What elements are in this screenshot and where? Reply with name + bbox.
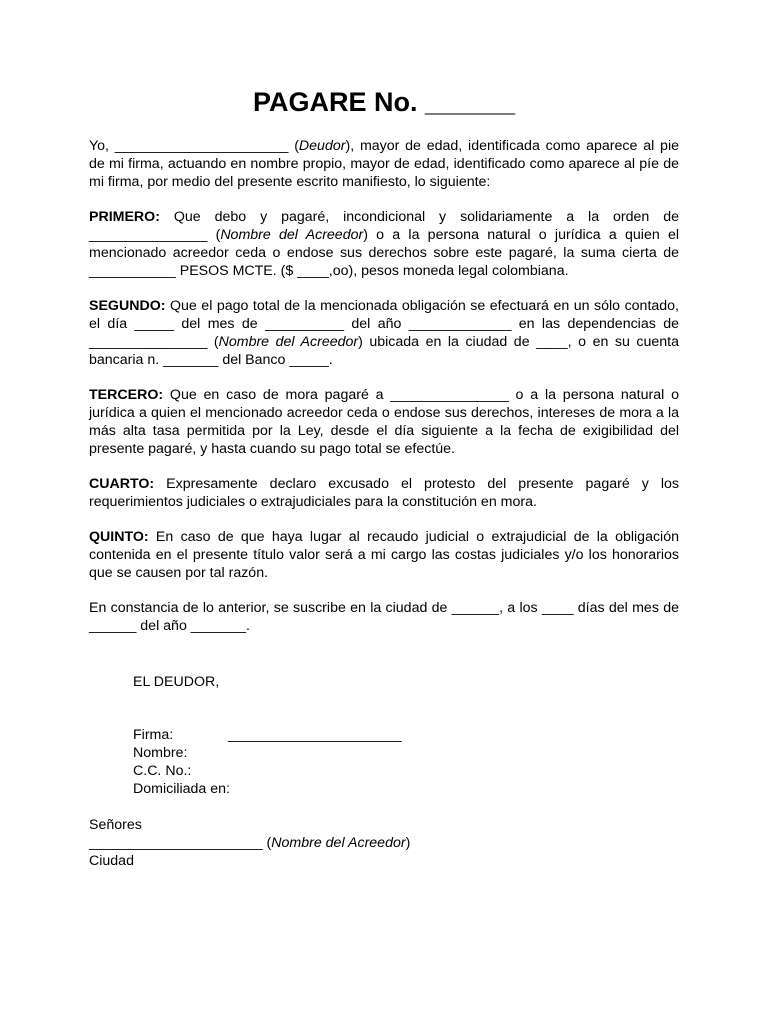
intro-deudor: Deudor [298, 138, 346, 154]
clause-tercero-label: TERCERO: [89, 387, 164, 403]
clause-segundo-em: Nombre del Acreedor [218, 334, 359, 350]
clause-primero-label: PRIMERO: [89, 209, 160, 225]
clause-cuarto-text: Expresamente declaro excusado el protesto del presente pagaré y los requerimientos judiciales o extrajudiciales para la constitución en mora. [89, 476, 679, 510]
clause-quinto [89, 528, 679, 582]
clause-cuarto-label: CUARTO: [89, 476, 155, 492]
intro-paragraph [89, 137, 679, 191]
address-acreedor: Nombre del Acreedor [271, 835, 406, 851]
clause-segundo-text-2: ) ubicada en la ciudad de ____, o en su cuenta bancaria n. _______ del Banco _____. [89, 334, 679, 368]
document-body [89, 137, 679, 652]
clause-primero-text-1: Que debo y pagaré, incondicional y solidariamente a la orden de _______________ ( [89, 209, 679, 243]
clause-quinto-text: En caso de que haya lugar al recaudo judicial o extrajudicial de la obligación contenida en el presente título valor será a mi cargo las costas judiciales y/o los honorarios que se causen por tal razón. [89, 529, 679, 581]
clause-segundo-label: SEGUNDO: [89, 298, 166, 314]
clause-primero-em: Nombre del Acreedor [220, 227, 364, 243]
firma-line: ______________________ [228, 727, 402, 743]
cc-label: C.C. No.: [133, 763, 192, 779]
clause-segundo [89, 297, 679, 369]
nombre-label: Nombre: [133, 745, 188, 761]
signature-heading: EL DEUDOR, [133, 674, 220, 690]
intro-text-1: Yo, ______________________ ( [89, 138, 299, 154]
address-line-suffix: ) [405, 835, 411, 851]
clause-primero-text-2: ) o a la persona natural o jurídica a quien el mencionado acreedor ceda o endose sus derechos sobre este pagaré, la suma cierta de ___________ PESOS MCTE. ($ ____,oo), pesos moneda legal colombiana. [89, 227, 679, 279]
signature-block [133, 673, 402, 798]
address-block [89, 816, 410, 870]
clause-tercero-text: Que en caso de mora pagaré a _______________ o a la persona natural o jurídica a quien el mencionado acreedor ceda o endose sus derechos, intereses de mora a la más alta tasa permitida por la Ley, desde el día siguiente a la fecha de exigibilidad del presente pagaré, y hasta cuando su pago total se efectúe. [89, 387, 679, 457]
document-title: PAGARE No. ______ [252, 87, 516, 117]
address-ciudad: Ciudad [89, 853, 134, 869]
firma-label: Firma: [133, 727, 174, 743]
firma-row [133, 726, 402, 744]
domicilio-label: Domiciliada en: [133, 781, 230, 797]
clause-tercero [89, 386, 679, 458]
clause-quinto-label: QUINTO: [89, 529, 149, 545]
clause-primero [89, 208, 679, 280]
intro-text-2: ), mayor de edad, identificada como aparece al pie de mi firma, actuando en nombre propio, mayor de edad, identificado como aparece al píe de mi firma, por medio del presente escrito manifiesto, lo siguiente: [89, 138, 679, 190]
address-acreedor-line [89, 834, 410, 852]
clause-cuarto [89, 475, 679, 511]
constancia-paragraph: En constancia de lo anterior, se suscribe en la ciudad de ______, a los ____ días del mes de ______ del año _______. [89, 600, 679, 634]
clause-segundo-text-1: Que el pago total de la mencionada obligación se efectuará en un sólo contado, el día _____ del mes de __________ del año _____________ en las dependencias de _______________ ( [89, 298, 679, 350]
address-line-prefix: ______________________ ( [89, 835, 272, 851]
address-senores: Señores [89, 817, 142, 833]
